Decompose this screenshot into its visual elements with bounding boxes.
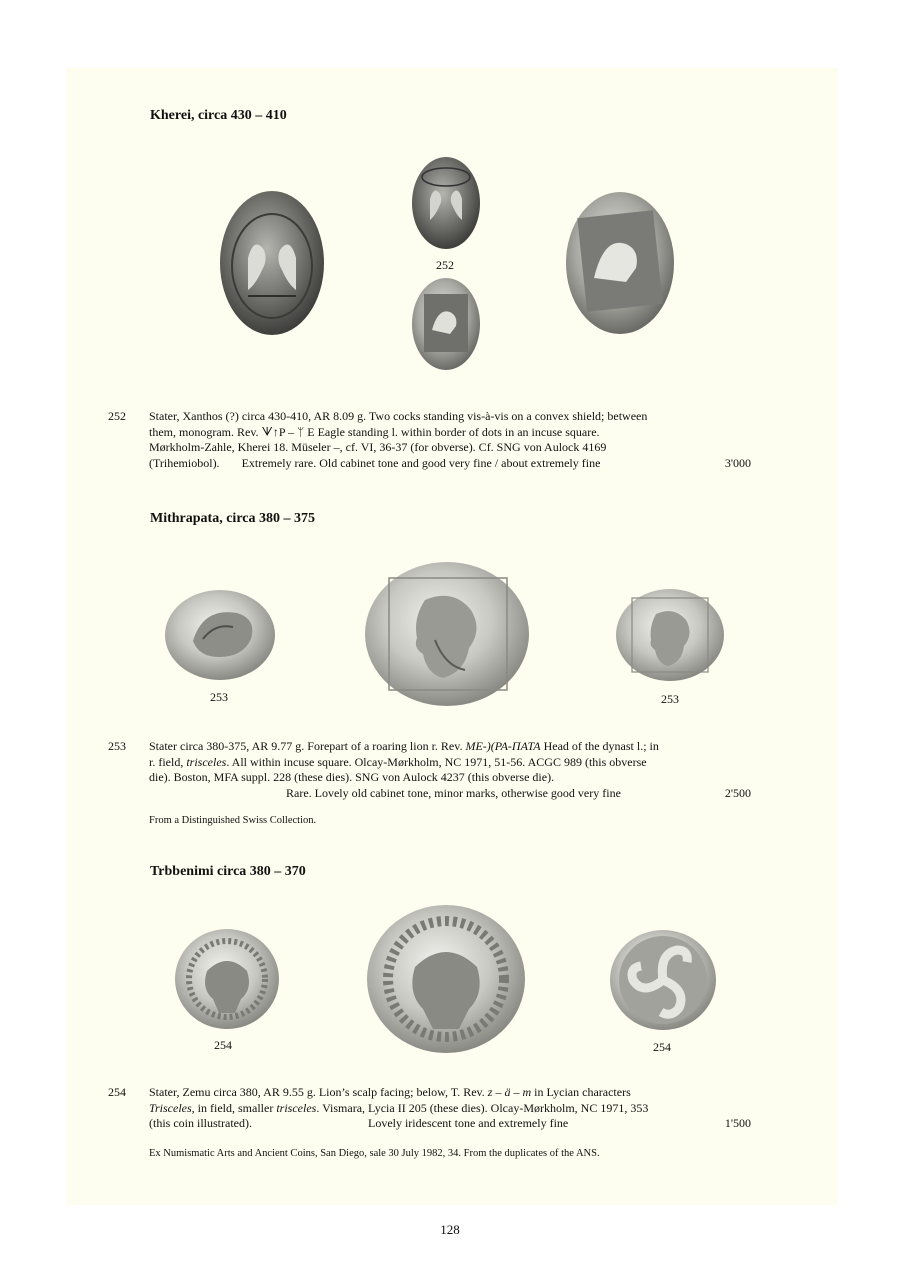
lot-line: Stater circa 380-375, AR 9.77 g. Forepart of a roaring lion r. Rev. ME-)(PA-ΠΑΤΑ Head of the dynast l.; in	[149, 739, 659, 753]
lot-condition-line	[149, 786, 751, 802]
section-title-trbbenimi: Trbbenimi circa 380 – 370	[150, 864, 306, 879]
lot-line: Mørkholm-Zahle, Kherei 18. Müseler –, cf. VI, 36-37 (for obverse). Cf. SNG von Aulock 4169	[149, 440, 607, 454]
coin-reverse-dynast-small-image	[614, 586, 726, 684]
lot-line: Trisceles, in field, smaller trisceles. Vismara, Lycia II 205 (these dies). Olcay-Mørkholm, NC 1971, 353	[149, 1100, 649, 1115]
lot-condition-line	[149, 1116, 751, 1132]
lot-condition: Extremely rare. Old cabinet tone and good very fine / about extremely fine	[241, 455, 601, 470]
coin-reverse-eagle-small-image	[410, 276, 482, 372]
lot-line: (this coin illustrated).	[149, 1116, 252, 1130]
coin-figure-label: 254	[214, 1038, 232, 1052]
lot-description-253	[149, 739, 751, 801]
coin-figure-label: 253	[210, 690, 228, 704]
coin-obverse-lion-scalp-image	[173, 927, 281, 1031]
lot-line: them, monogram. Rev. ᗐ↑P – ᛘ E Eagle standing l. within border of dots in an incuse square.	[149, 424, 600, 439]
lot-line: Stater, Xanthos (?) circa 430-410, AR 8.09 g. Two cocks standing vis-à-vis on a convex shield; between	[149, 409, 648, 423]
coin-figure-label: 253	[661, 692, 679, 706]
lot-line: die). Boston, MFA suppl. 228 (these dies). SNG von Aulock 4237 (this obverse die).	[149, 770, 555, 784]
coin-reverse-dynast-large-image	[363, 560, 531, 708]
legend-text: ME-)(PA-ΠΑΤΑ	[465, 739, 541, 753]
coin-obverse-lion-image	[163, 587, 277, 683]
coin-obverse-cocks-image	[218, 188, 326, 338]
lot-line: (Trihemiobol).	[149, 455, 220, 470]
coin-figure-label: 252	[436, 258, 454, 272]
lot-description-254	[149, 1085, 751, 1132]
lot-number: 254	[108, 1085, 126, 1099]
coin-obverse-cocks-small-image	[410, 155, 482, 251]
lot-condition: Rare. Lovely old cabinet tone, minor marks, otherwise good very fine	[286, 785, 621, 800]
lot-description-252	[149, 409, 751, 471]
lot-provenance: Ex Numismatic Arts and Ancient Coins, San Diego, sale 30 July 1982, 34. From the duplicates of the ANS.	[149, 1148, 600, 1159]
page-number: 128	[440, 1222, 460, 1237]
legend-text: z – ä – m	[487, 1085, 532, 1099]
coin-reverse-triskeles-image	[608, 928, 718, 1032]
section-title-kherei: Kherei, circa 430 – 410	[150, 108, 287, 123]
section-title-mithrapata: Mithrapata, circa 380 – 375	[150, 511, 315, 526]
lot-line: r. field, trisceles. All within incuse square. Olcay-Mørkholm, NC 1971, 51-56. ACGC 989 (this obverse	[149, 754, 647, 769]
lot-condition: Lovely iridescent tone and extremely fine	[367, 1116, 569, 1130]
coin-figure-label: 254	[653, 1040, 671, 1054]
coin-obverse-lion-scalp-large-image	[365, 903, 527, 1055]
lot-number: 252	[108, 409, 126, 423]
lot-price: 2'500	[724, 785, 751, 800]
lot-price: 3'000	[724, 455, 751, 470]
lot-provenance: From a Distinguished Swiss Collection.	[149, 815, 317, 826]
lot-number: 253	[108, 739, 126, 753]
lot-price: 1'500	[724, 1116, 751, 1130]
lot-line: Stater, Zemu circa 380, AR 9.55 g. Lion’s scalp facing; below, T. Rev. z – ä – m in Lycian characters	[149, 1085, 631, 1099]
lot-condition-line	[149, 456, 751, 472]
trisceles-text: trisceles	[186, 754, 227, 769]
coin-reverse-eagle-image	[564, 190, 676, 336]
